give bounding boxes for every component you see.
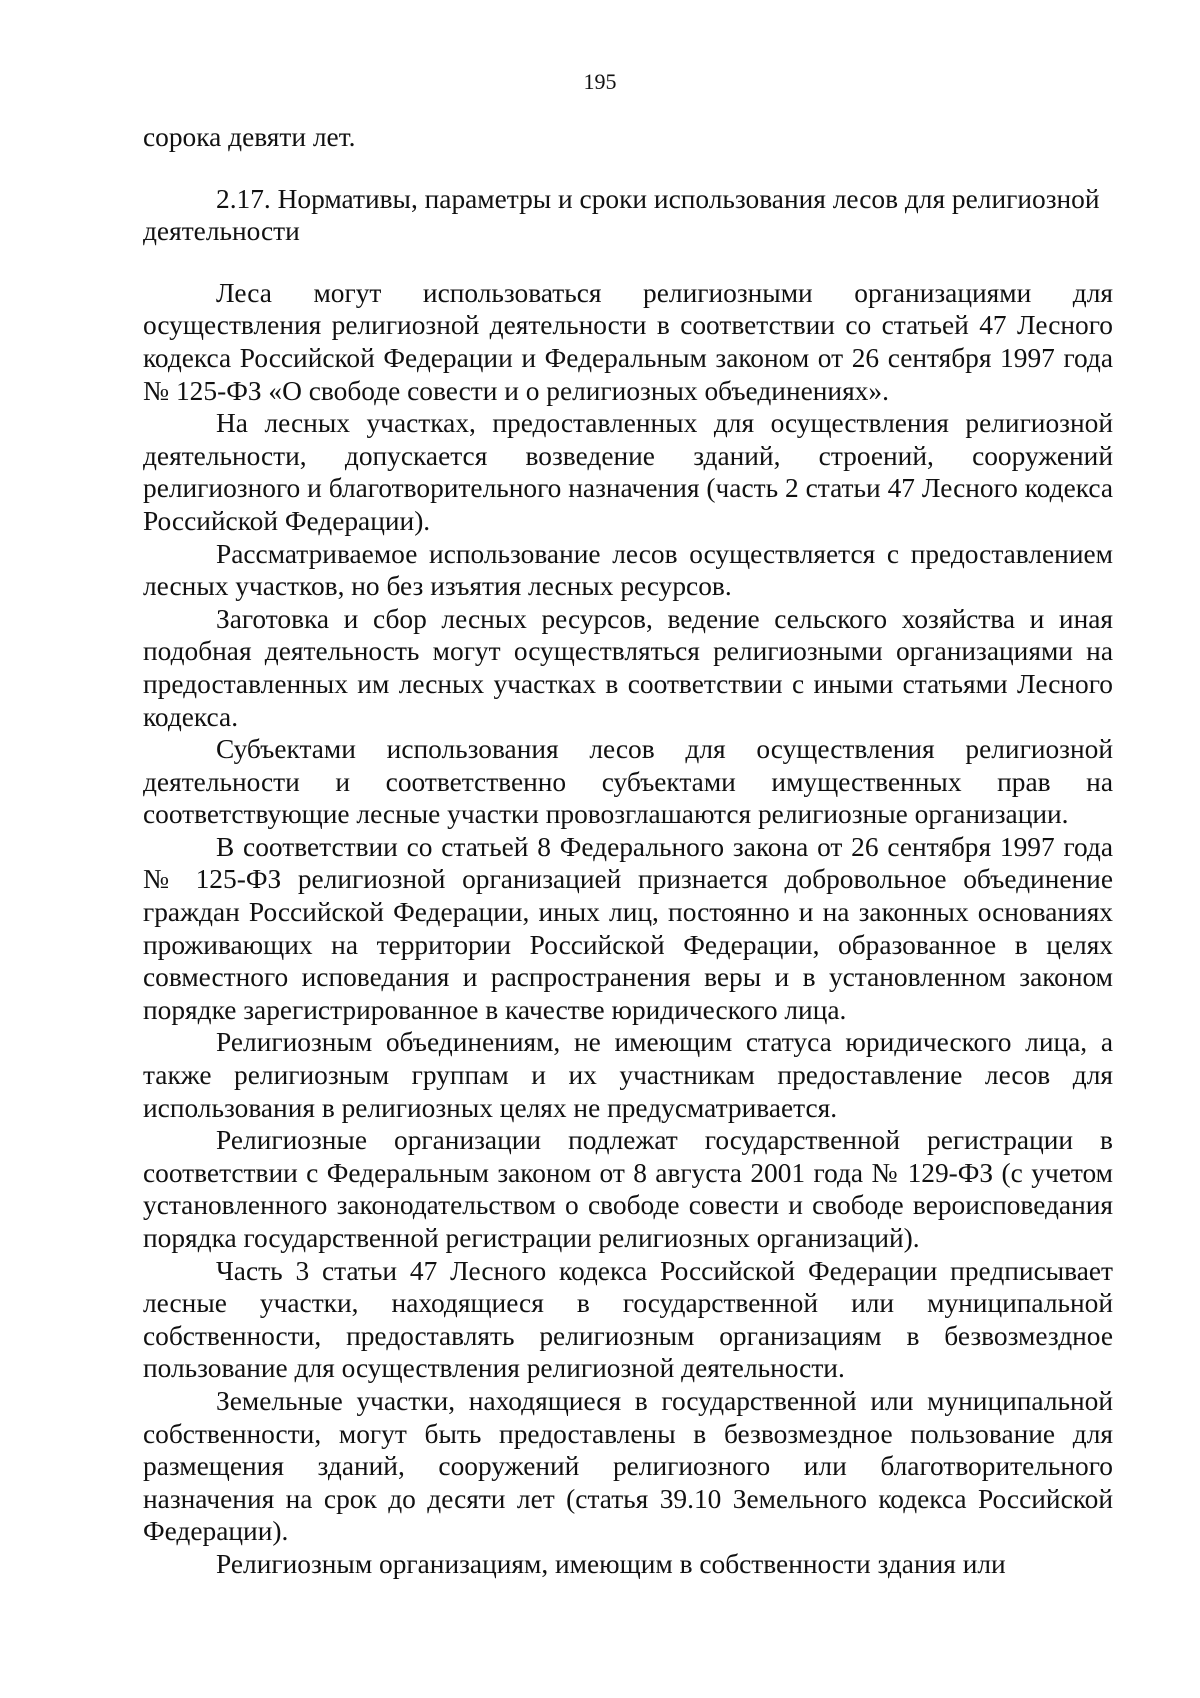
page-number: 195 [583,69,617,94]
paragraph: Заготовка и сбор лесных ресурсов, ведение сельского хозяйства и иная подобная деятельность могут осуществляться религиозными организациями на предоставленных им лесных участках в соответствии с иными статьями Лесного кодекса. [143,603,1113,732]
paragraph: Религиозные организации подлежат государственной регистрации в соответствии с Федеральным законом от 8 августа 2001 года № 129-ФЗ (с учетом установленного законодательством о свободе совести и свободе вероисповедания порядка государственной регистрации религиозных организаций). [143,1125,1113,1253]
paragraph: Рассматриваемое использование лесов осуществляется с предоставлением лесных участков, но без изъятия лесных ресурсов. [143,538,1113,602]
paragraph: На лесных участках, предоставленных для осуществления религиозной деятельности, допускается возведение зданий, строений, сооружений религиозного и благотворительного назначения (часть 2 статьи 47 Лесного кодекса Российской Федерации). [143,408,1113,536]
paragraph: Религиозным организациям, имеющим в собственности здания или [216,1548,1006,1579]
continuation-text: сорока девяти лет. [143,122,356,152]
paragraph: Леса могут использоваться религиозными организациями для осуществления религиозной деятельности в соответствии со статьей 47 Лесного кодекса Российской Федерации и Федеральным законом от 26 сентября 1997 года № 125-ФЗ «О свободе совести и о религиозных объединениях». [143,277,1113,406]
paragraph: В соответствии со статьей 8 Федерального закона от 26 сентября 1997 года № 125-ФЗ религиозной организацией признается добровольное объединение граждан Российской Федерации, иных лиц, постоянно и на законных основаниях проживающих на территории Российской Федерации, образованное в целях совместного исповедания и распространения веры и в установленном законом порядке зарегистрированное в качестве юридического лица. [143,831,1113,1025]
paragraph: Религиозным объединениям, не имеющим статуса юридического лица, а также религиозным группам и их участникам предоставление лесов для использования в религиозных целях не предусматривается. [143,1027,1113,1123]
paragraph: Земельные участки, находящиеся в государственной или муниципальной собственности, могут быть предоставлены в безвозмездное пользование для размещения зданий, сооружений религиозного или благотворительного назначения на срок до десяти лет (статья 39.10 Земельного кодекса Российской Федерации). [143,1385,1113,1547]
document-body [143,121,1113,1581]
section-heading: 2.17. Нормативы, параметры и сроки использования лесов для религиозной деятельности [143,183,1100,247]
paragraph: Субъектами использования лесов для осуществления религиозной деятельности и соответственно субъектами имущественных прав на соответствующие лесные участки провозглашаются религиозные организации. [143,734,1113,830]
paragraph: Часть 3 статьи 47 Лесного кодекса Российской Федерации предписывает лесные участки, находящиеся в государственной или муниципальной собственности, предоставлять религиозным организациям в безвозмездное пользование для осуществления религиозной деятельности. [143,1255,1113,1384]
